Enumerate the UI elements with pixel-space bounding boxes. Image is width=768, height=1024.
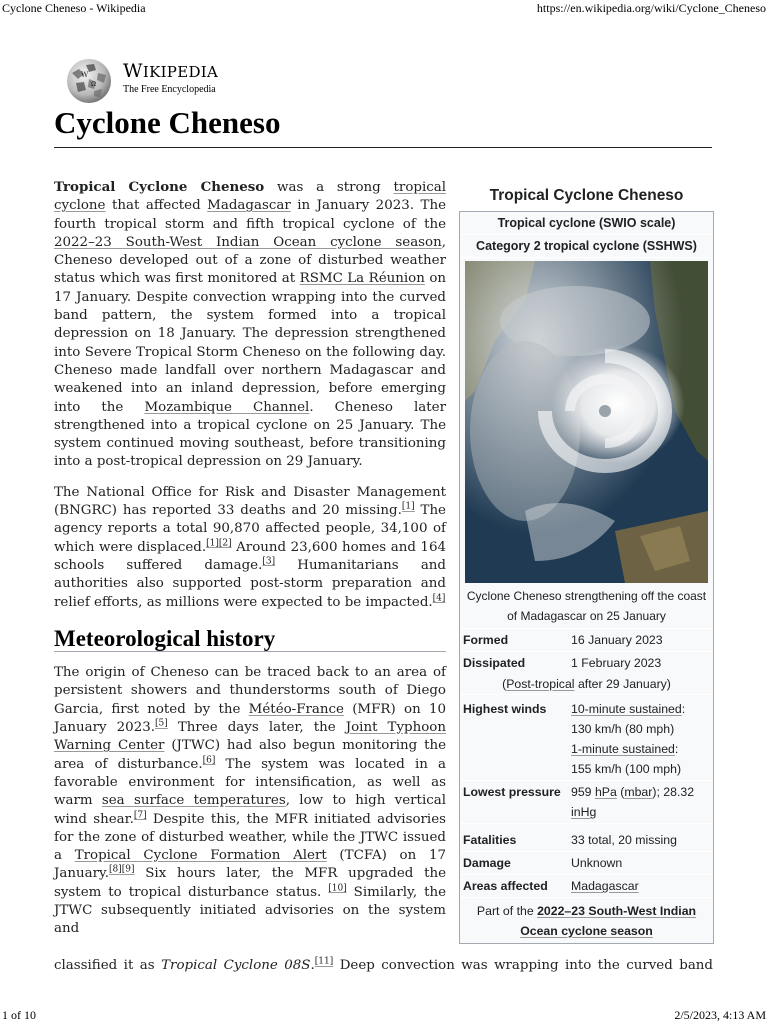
link-madagascar-infobox[interactable]: Madagascar <box>571 879 639 893</box>
link-season[interactable]: 2022–23 South-West Indian Ocean cyclone season <box>54 234 442 250</box>
row-post-tropical <box>460 674 713 694</box>
text: that affected <box>105 198 208 214</box>
text: . <box>310 958 315 973</box>
row-fatalities <box>460 823 713 851</box>
value-fatalities: 33 total, 20 missing <box>571 833 677 847</box>
ref-8[interactable]: [8] <box>109 864 122 875</box>
section-heading-meteorological-history: Meteorological history <box>54 630 446 652</box>
page-url[interactable]: https://en.wikipedia.org/wiki/Cyclone_Cheneso <box>536 1 766 15</box>
wordmark-initial: W <box>123 60 143 82</box>
label-damage: Damage <box>463 856 511 870</box>
satellite-image[interactable] <box>465 261 708 583</box>
text: The origin of Cheneso can be traced back to an area of persistent showers and thunderstorms south of Diego Garcia, first noted by the <box>54 665 446 717</box>
value-damage: Unknown <box>571 856 623 870</box>
ref-4[interactable]: [4] <box>432 593 446 604</box>
text: 959 <box>571 785 595 799</box>
text: 130 km/h (80 mph) <box>571 722 675 736</box>
ref-10[interactable]: [10] <box>328 883 347 894</box>
wikipedia-globe-icon[interactable] <box>64 55 114 105</box>
link-meteo-france[interactable]: Météo-France <box>248 701 344 717</box>
print-header <box>0 0 768 16</box>
text: , Cheneso developed out of a zone of disturbed weather status which was first monitored at <box>54 234 446 287</box>
row-damage <box>460 851 713 874</box>
image-caption: Cyclone Cheneso strengthening off the coast of Madagascar on 25 January <box>466 589 707 623</box>
intro-bold: Tropical Cyclone Cheneso <box>54 179 265 195</box>
tagline: The Free Encyclopedia <box>123 84 216 95</box>
ref-5[interactable]: [5] <box>154 718 168 729</box>
label-areas-affected: Areas affected <box>463 879 548 893</box>
text: Around 23,600 homes and 164 schools suffered damage. <box>54 539 446 573</box>
value-areas-affected <box>571 876 710 896</box>
tab-title: Cyclone Cheneso - Wikipedia <box>2 1 146 15</box>
row-dissipated <box>460 651 713 674</box>
ref-1b[interactable]: [1] <box>206 538 219 549</box>
text: Part of the <box>476 904 538 918</box>
text: Similarly, the JTWC subsequently initiated advisories on the system and <box>54 884 446 937</box>
print-timestamp: 2/5/2023, 4:13 AM <box>674 1008 766 1022</box>
label-fatalities: Fatalities <box>463 833 517 847</box>
value-lowest-pressure <box>571 782 710 822</box>
svg-text:W: W <box>81 71 89 79</box>
infobox-season-footer <box>460 897 713 943</box>
met-paragraph <box>54 664 446 938</box>
text: in January 2023. The fourth tropical storm and fifth tropical cyclone of the <box>54 198 446 232</box>
label-dissipated: Dissipated <box>463 656 526 670</box>
row-formed <box>460 628 713 651</box>
link-madagascar[interactable]: Madagascar <box>207 198 291 214</box>
ref-6[interactable]: [6] <box>202 755 216 766</box>
link-mozambique-channel[interactable]: Mozambique Channel <box>144 399 310 415</box>
row-lowest-pressure <box>460 780 713 823</box>
link-1-minute-sustained[interactable]: 1-minute sustained <box>571 742 675 756</box>
infobox-scale-sshws: Category 2 tropical cyclone (SSHWS) <box>460 235 713 258</box>
link-season-infobox[interactable]: 2022–23 South-West Indian Ocean cyclone season <box>520 904 697 938</box>
infobox-title: Tropical Cyclone Cheneso <box>489 187 684 204</box>
text: Humanitarians and authorities also supported post-storm preparation and relief efforts, as millions were expected to be impacted. <box>54 557 446 610</box>
wikipedia-wordmark[interactable] <box>123 60 218 82</box>
value-dissipated: 1 February 2023 <box>571 656 662 670</box>
page-counter: 1 of 10 <box>2 1008 36 1022</box>
link-rsmc[interactable]: RSMC La Réunion <box>299 271 425 287</box>
article-body <box>54 178 446 951</box>
print-footer <box>0 1006 768 1024</box>
text: . Cheneso later strengthened into a tropical cyclone on 25 January. The system continued moving southeast, before transitioning into a post-tropical depression on 29 January. <box>54 399 446 470</box>
ref-11[interactable]: [11] <box>314 956 334 967</box>
text: ( <box>616 785 625 799</box>
text: Three days later, the <box>167 720 346 736</box>
italic-designation: Tropical Cyclone 08S <box>161 958 311 973</box>
link-tropical-cyclone[interactable]: tropical cyclone <box>54 180 446 214</box>
label-lowest-pressure: Lowest pressure <box>463 785 561 799</box>
value-formed: 16 January 2023 <box>571 633 663 647</box>
link-hpa[interactable]: hPa <box>594 785 617 799</box>
text: The National Office for Risk and Disaster Management (BNGRC) has reported 33 deaths and 20 missing. <box>54 484 446 519</box>
link-jtwc[interactable]: Joint Typhoon Warning Center <box>54 720 446 754</box>
svg-text:Ω: Ω <box>91 81 96 88</box>
text: , low to high vertical wind shear. <box>54 793 446 827</box>
text: The system was located in a favorable environment for intensification, as well as warm <box>54 756 446 809</box>
continued-line <box>54 957 713 975</box>
infobox <box>459 183 714 944</box>
link-sst[interactable]: sea surface temperatures <box>101 793 286 809</box>
intro-paragraph <box>54 178 446 472</box>
row-highest-winds <box>460 694 713 780</box>
text: on 17 January. Despite convection wrapping into the curved band pattern, the system formed into a tropical depression on 18 January. The depression strengthened into Severe Tropical Storm Cheneso on the following day. Cheneso made landfall over northern Madagascar and weakened into an inland depression, before emerging into the <box>54 271 447 415</box>
page-title: Cyclone Cheneso <box>54 103 712 148</box>
wordmark-rest: IKIPEDIA <box>142 63 219 81</box>
text: ); 28.32 <box>652 785 695 799</box>
text: was a strong <box>264 180 394 195</box>
impact-paragraph <box>54 484 446 612</box>
text: Despite this, the MFR initiated advisories for the zone of disturbed weather, while the JTWC issued a <box>54 811 446 864</box>
infobox-scale-swio: Tropical cyclone (SWIO scale) <box>460 212 713 235</box>
text: (JTWC) had also begun monitoring the area of disturbance. <box>54 738 446 772</box>
ref-7[interactable]: [7] <box>133 810 147 821</box>
ref-9[interactable]: [9] <box>121 864 135 875</box>
text: (TCFA) on 17 January. <box>54 848 446 882</box>
ref-3[interactable]: [3] <box>262 556 276 567</box>
link-post-tropical[interactable]: Post-tropical <box>506 677 575 691</box>
text: (MFR) on 10 January 2023. <box>54 701 446 736</box>
label-highest-winds: Highest winds <box>463 702 547 716</box>
text: Deep convection was wrapping into the curved band <box>333 958 713 973</box>
infobox-table <box>459 211 714 944</box>
row-areas-affected <box>460 874 713 897</box>
text: classified it as <box>54 958 162 973</box>
text: ( <box>502 677 507 691</box>
text: The agency reports a total 90,870 affected people, 34,100 of which were displaced. <box>54 503 446 555</box>
text: 155 km/h (100 mph) <box>571 762 682 776</box>
label-formed: Formed <box>463 633 509 647</box>
link-mbar[interactable]: mbar <box>624 785 653 799</box>
text: after 29 January) <box>574 677 671 691</box>
link-tcfa[interactable]: Tropical Cyclone Formation Alert <box>74 848 327 864</box>
link-10-minute-sustained[interactable]: 10-minute sustained <box>571 702 682 716</box>
link-inhg[interactable]: inHg <box>571 805 597 819</box>
value-highest-winds: 10-minute sustained: 130 km/h (80 mph) 1-minute sustained: 155 km/h (100 mph) <box>571 702 686 776</box>
text: Six hours later, the MFR upgraded the system to tropical disturbance status. <box>54 866 446 900</box>
ref-1[interactable]: [1] <box>401 501 415 512</box>
ref-2[interactable]: [2] <box>218 538 232 549</box>
